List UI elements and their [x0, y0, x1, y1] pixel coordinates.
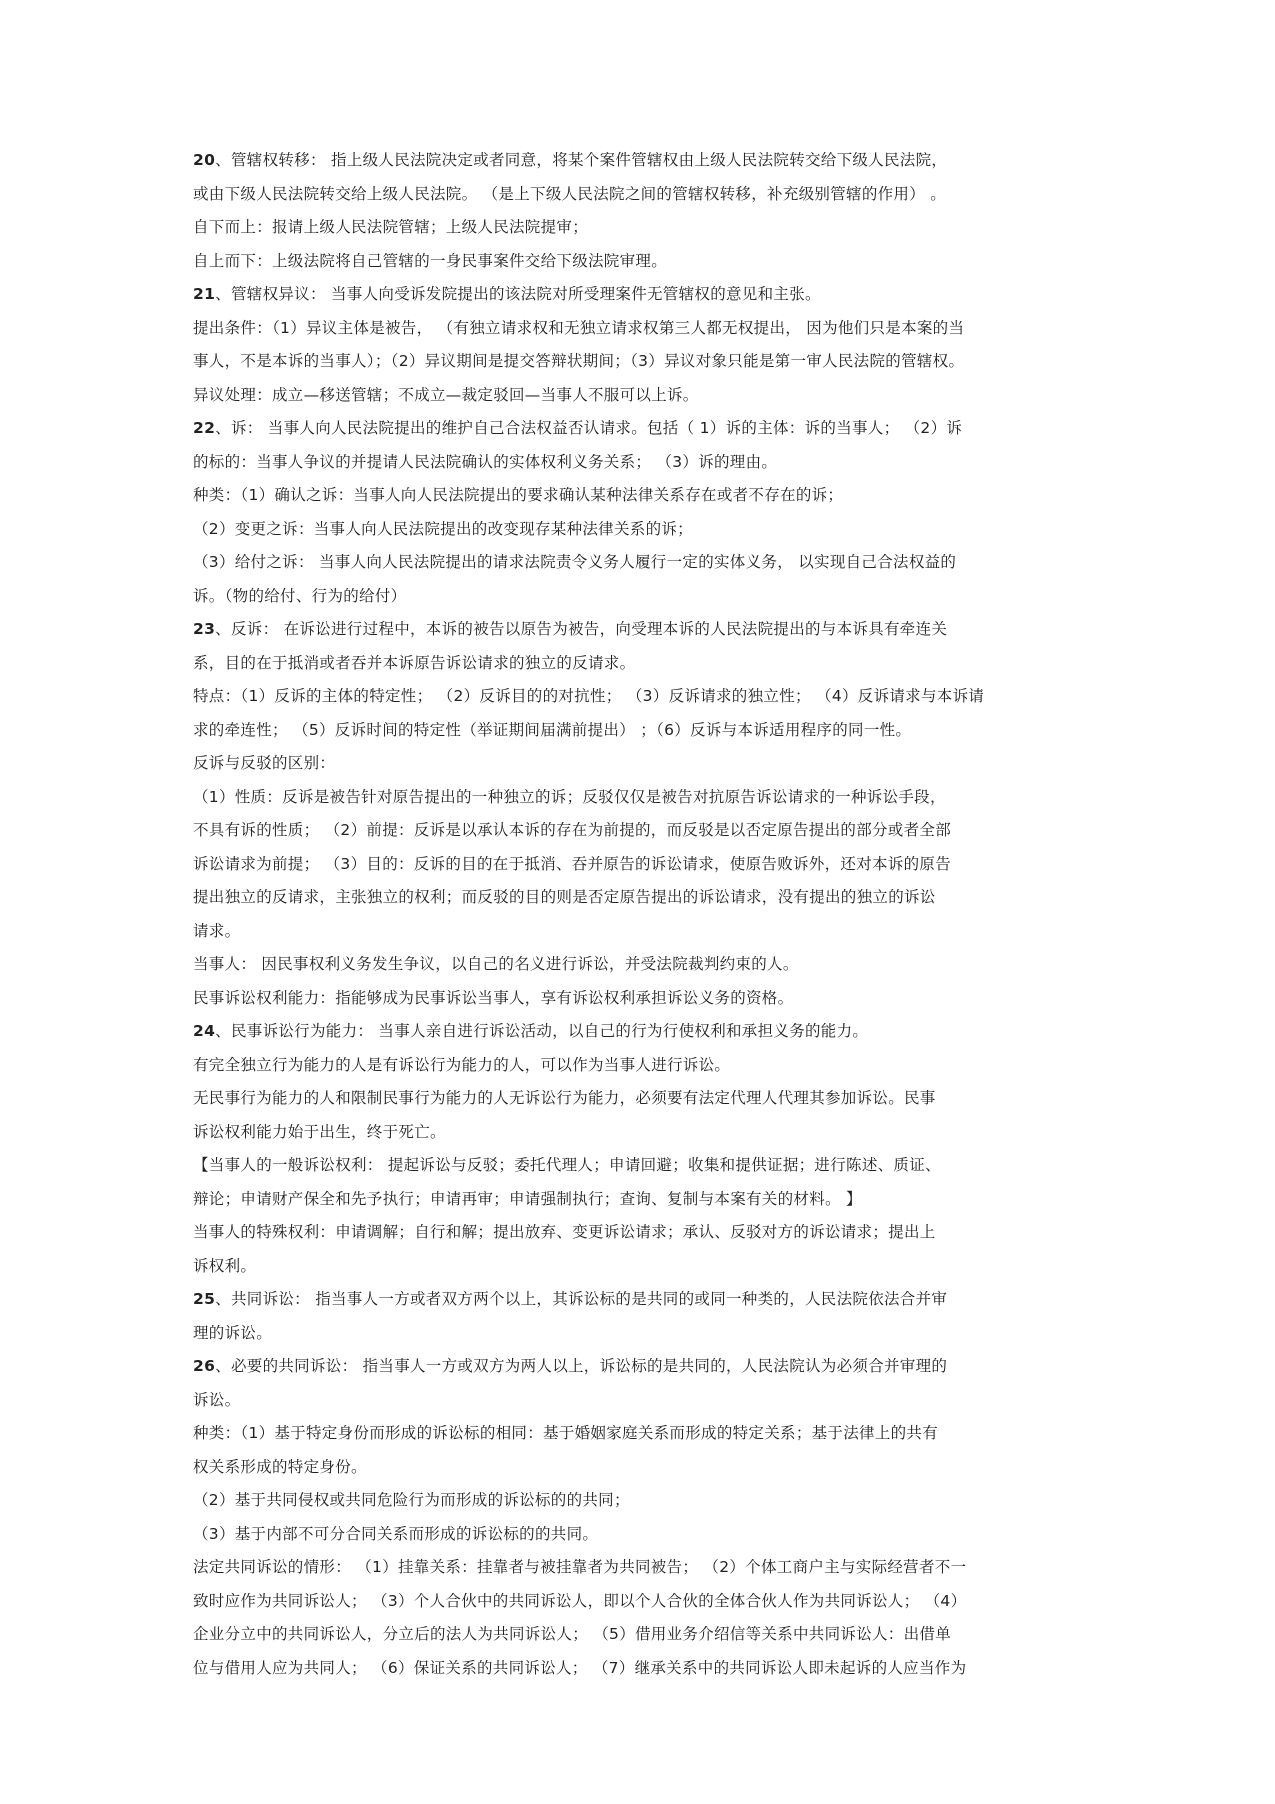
line-text: （2）变更之诉：当事人向人民法院提出的改变现存某种法律关系的诉； — [193, 519, 693, 538]
line-text: 法定共同诉讼的情形： （1）挂靠关系：挂靠者与被挂靠者为共同被告； （2）个体工商户主与实际经营者不一 — [193, 1558, 967, 1576]
line-text: 提出条件：（1）异议主体是被告， （有独立请求权和无独立请求权第三人都无权提出， 因为他们只是本案的当 — [193, 318, 965, 337]
line-text: 诉讼。 — [193, 1390, 241, 1409]
text-line — [193, 1451, 1093, 1485]
text-line — [193, 613, 1093, 647]
line-text: 无民事行为能力的人和限制民事行为能力的人无诉讼行为能力，必须要有法定代理人代理其参加诉讼。民事 — [193, 1089, 936, 1107]
text-line — [193, 1518, 1093, 1552]
text-line — [193, 1350, 1093, 1384]
text-line — [193, 1283, 1093, 1317]
text-line — [193, 446, 1093, 480]
line-text: 求的牵连性； （5）反诉时间的特定性（举证期间届满前提出） ；（6）反诉与本诉适用程序的同一性。 — [193, 720, 912, 739]
section-number: 26 — [193, 1357, 216, 1375]
text-line — [193, 580, 1093, 614]
line-text: 自上而下：上级法院将自己管辖的一身民事案件交给下级法院审理。 — [193, 251, 668, 270]
line-text: 请求。 — [193, 921, 241, 940]
line-text: （2）基于共同侵权或共同危险行为而形成的诉讼标的的共同； — [193, 1491, 630, 1509]
text-line — [193, 379, 1093, 413]
line-text: 位与借用人应为共同人； （6）保证关系的共同诉讼人； （7）继承关系中的共同诉讼人即未起诉的人应当作为 — [193, 1658, 967, 1677]
text-line — [193, 1618, 1093, 1652]
text-line — [193, 412, 1093, 446]
line-text: （3）给付之诉： 当事人向人民法院提出的请求法院责令义务人履行一定的实体义务， 以实现自己合法权益的 — [193, 553, 957, 571]
text-line — [193, 211, 1093, 245]
line-text: 诉权利。 — [193, 1256, 257, 1275]
line-text: 、共同诉讼： 指当事人一方或者双方两个以上，其诉讼标的是共同的或同一种类的，人民法院依法合并审 — [215, 1290, 948, 1308]
line-text: 特点：（1）反诉的主体的特定性； （2）反诉目的的对抗性； （3）反诉请求的独立性； （4）反诉请求与本诉请 — [193, 687, 985, 705]
line-text: 、民事诉讼行为能力： 当事人亲自进行诉讼活动，以自己的行为行使权利和承担义务的能力。 — [215, 1022, 869, 1040]
line-text: 诉讼请求为前提； （3）目的：反诉的目的在于抵消、吞并原告的诉讼请求，使原告败诉外，还对本诉的原告 — [193, 854, 951, 873]
line-text: 、诉： 当事人向人民法院提出的维护自己合法权益否认请求。包括（ 1）诉的主体：诉的当事人； （2）诉 — [215, 419, 963, 437]
line-text: 种类：（1）基于特定身份而形成的诉讼标的相同：基于婚姻家庭关系而形成的特定关系；基于法律上的共有 — [193, 1424, 939, 1442]
text-line — [193, 1384, 1093, 1418]
section-number: 24 — [193, 1022, 216, 1040]
text-line — [193, 1015, 1093, 1049]
line-text: 当事人： 因民事权利义务发生争议，以自己的名义进行诉讼，并受法院裁判约束的人。 — [193, 955, 799, 973]
line-text: 或由下级人民法院转交给上级人民法院。 （是上下级人民法院之间的管辖权转移，补充级别管辖的作用） 。 — [193, 184, 947, 203]
line-text: 、反诉： 在诉讼进行过程中，本诉的被告以原告为被告，向受理本诉的人民法院提出的与本诉具有牵连关 — [215, 620, 948, 638]
line-text: 企业分立中的共同诉讼人，分立后的法人为共同诉讼人； （5）借用业务介绍信等关系中共同诉讼人：出借单 — [193, 1625, 951, 1643]
text-line — [193, 479, 1093, 513]
line-text: 种类：（1）确认之诉：当事人向人民法院提出的要求确认某种法律关系存在或者不存在的诉； — [193, 486, 844, 504]
text-line — [193, 1585, 1093, 1619]
text-line — [193, 781, 1093, 815]
text-line — [193, 245, 1093, 279]
line-text: （3）基于内部不可分合同关系而形成的诉讼标的的共同。 — [193, 1524, 599, 1543]
text-line — [193, 881, 1093, 915]
line-text: 致时应作为共同诉讼人； （3）个人合伙中的共同诉讼人，即以个人合伙的全体合伙人作为共同诉讼人； （4） — [193, 1591, 967, 1610]
text-line — [193, 647, 1093, 681]
text-line — [193, 1149, 1093, 1183]
text-line — [193, 1049, 1093, 1083]
line-text: 反诉与反驳的区别： — [193, 754, 336, 772]
line-text: 有完全独立行为能力的人是有诉讼行为能力的人，可以作为当事人进行诉讼。 — [193, 1055, 731, 1074]
text-line — [193, 1484, 1093, 1518]
text-line — [193, 1317, 1093, 1351]
line-text: 系，目的在于抵消或者吞并本诉原告诉讼请求的独立的反请求。 — [193, 653, 636, 672]
text-line — [193, 1116, 1093, 1150]
text-line — [193, 714, 1093, 748]
text-line — [193, 948, 1093, 982]
line-text: 事人，不是本诉的当事人）；（2）异议期间是提交答辩状期间；（3）异议对象只能是第一审人民法院的管辖权。 — [193, 352, 965, 370]
text-line — [193, 680, 1093, 714]
text-line — [193, 1551, 1093, 1585]
line-text: 提出独立的反请求，主张独立的权利；而反驳的目的则是否定原告提出的诉讼请求，没有提出的独立的诉讼 — [193, 888, 936, 906]
text-line — [193, 1216, 1093, 1250]
text-line — [193, 848, 1093, 882]
text-line — [193, 546, 1093, 580]
section-number: 25 — [193, 1290, 216, 1308]
document-page — [193, 144, 1093, 1685]
line-text: 权关系形成的特定身份。 — [193, 1457, 367, 1476]
text-line — [193, 1183, 1093, 1217]
line-text: 辩论；申请财产保全和先予执行；申请再审；申请强制执行；查询、复制与本案有关的材料。 】 — [193, 1189, 862, 1208]
line-text: 理的诉讼。 — [193, 1323, 273, 1342]
text-line — [193, 278, 1093, 312]
line-text: 自下而上：报请上级人民法院管辖；上级人民法院提审； — [193, 218, 589, 236]
line-text: 、必要的共同诉讼： 指当事人一方或双方为两人以上，诉讼标的是共同的，人民法院认为必须合并审理的 — [215, 1357, 948, 1375]
line-text: 、管辖权异议： 当事人向受诉发院提出的该法院对所受理案件无管辖权的意见和主张。 — [215, 285, 821, 303]
section-number: 21 — [193, 285, 216, 303]
line-text: 民事诉讼权利能力：指能够成为民事诉讼当事人，享有诉讼权利承担诉讼义务的资格。 — [193, 988, 794, 1007]
section-number: 20 — [193, 151, 216, 169]
line-text: （1）性质：反诉是被告针对原告提出的一种独立的诉；反驳仅仅是被告对抗原告诉讼请求的一种诉讼手段， — [193, 787, 946, 806]
line-text: 诉。（物的给付、行为的给付） — [193, 586, 407, 605]
line-text: 诉讼权利能力始于出生，终于死亡。 — [193, 1122, 446, 1141]
text-line — [193, 178, 1093, 212]
section-number: 22 — [193, 419, 216, 437]
line-text: 、管辖权转移： 指上级人民法院决定或者同意，将某个案件管辖权由上级人民法院转交给下级人民法院， — [215, 151, 948, 169]
text-line — [193, 814, 1093, 848]
text-line — [193, 747, 1093, 781]
text-line — [193, 1082, 1093, 1116]
line-text: 当事人的特殊权利：申请调解；自行和解；提出放弃、变更诉讼请求；承认、反驳对方的诉讼请求；提出上 — [193, 1223, 936, 1241]
text-line — [193, 1417, 1093, 1451]
text-line — [193, 1250, 1093, 1284]
line-text: 【当事人的一般诉讼权利： 提起诉讼与反驳；委托代理人；申请回避；收集和提供证据；进行陈述、质证、 — [193, 1156, 941, 1174]
line-text: 的标的：当事人争议的并提请人民法院确认的实体权利义务关系； （3）诉的理由。 — [193, 452, 778, 471]
line-text: 不具有诉的性质； （2）前提：反诉是以承认本诉的存在为前提的，而反驳是以否定原告提出的部分或者全部 — [193, 821, 951, 839]
text-line — [193, 345, 1093, 379]
text-line — [193, 915, 1093, 949]
text-line — [193, 144, 1093, 178]
section-number: 23 — [193, 620, 216, 638]
text-line — [193, 982, 1093, 1016]
line-text: 异议处理：成立—移送管辖；不成立—裁定驳回—当事人不服可以上诉。 — [193, 385, 699, 404]
text-line — [193, 312, 1093, 346]
text-line — [193, 513, 1093, 547]
text-line — [193, 1652, 1093, 1686]
